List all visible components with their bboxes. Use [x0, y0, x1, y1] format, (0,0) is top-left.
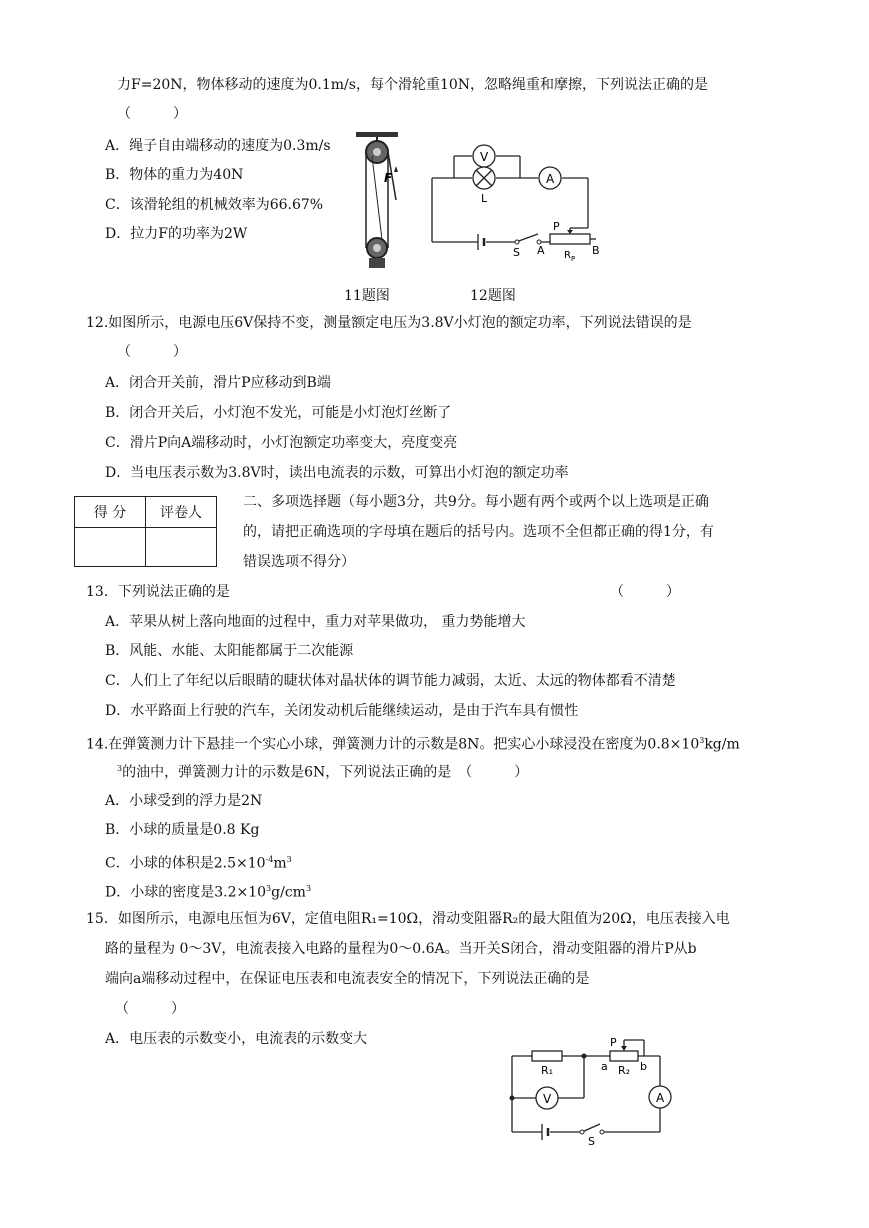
slider-p-label-15: P: [610, 1036, 617, 1049]
q14-option-a: A．小球受到的浮力是2N: [105, 793, 263, 809]
q15-answer-paren: （ ）: [115, 1001, 185, 1017]
score-cell: [75, 528, 146, 567]
q15-line2: 路的量程为 0～3V，电流表接入电路的量程为0～0.6A。当开关S闭合，滑动变阻器的滑片P从b: [105, 941, 697, 957]
q12-answer-paren: （ ）: [117, 344, 187, 360]
r2-label: R₂: [618, 1064, 631, 1077]
q11-answer-paren: （ ）: [117, 106, 187, 122]
q11-option-c: C．该滑轮组的机械效率为66.67%: [105, 197, 324, 213]
grader-header: 评卷人: [146, 497, 217, 528]
r1-label: R₁: [541, 1064, 554, 1077]
lamp-label: L: [481, 192, 488, 205]
end-a-label-15: a: [601, 1060, 608, 1073]
q11-option-a: A．绳子自由端移动的速度为0.3m/s: [105, 138, 331, 154]
q11-option-b: B．物体的重力为40N: [105, 167, 244, 183]
q14-option-d: D．小球的密度是$3.2\times 10^3g/cm^3$: [105, 884, 312, 901]
score-table: [74, 496, 217, 567]
q14-option-b: B．小球的质量是0.8 Kg: [105, 822, 260, 838]
voltmeter-label: V: [480, 150, 489, 164]
figure-12-caption: 12题图: [470, 288, 516, 304]
end-a-label: A: [537, 244, 545, 257]
circuit-figure-12: [420, 138, 620, 268]
q12-option-b: B．闭合开关后，小灯泡不发光，可能是小灯泡灯丝断了: [105, 405, 452, 421]
switch-label: S: [513, 246, 520, 259]
grader-cell: [146, 528, 217, 567]
q15-option-a: A．电压表的示数变小，电流表的示数变大: [105, 1031, 368, 1047]
q13-stem: 13．下列说法正确的是: [86, 584, 230, 600]
figure-11-caption: 11题图: [344, 288, 390, 304]
q15-line1: 15．如图所示，电源电压恒为6V，定值电阻R₁=10Ω，滑动变阻器R₂的最大阻值为20Ω，电压表接入电: [86, 911, 730, 927]
force-label-f: F: [384, 171, 393, 185]
section2-line3: 错误选项不得分）: [243, 554, 355, 570]
section2-line1: 二、多项选择题（每小题3分，共9分。每小题有两个或两个以上选项是正确: [243, 494, 709, 510]
q13-option-a: A．苹果从树上落向地面的过程中，重力对苹果做功， 重力势能增大: [105, 614, 526, 630]
end-b-label: B: [592, 244, 600, 257]
switch-label-15: S: [588, 1135, 595, 1146]
q11-stem-continued: 力F=20N，物体移动的速度为0.1m/s，每个滑轮重10N，忽略绳重和摩擦，下列说法正确的是: [117, 77, 709, 93]
pulley-figure: [350, 130, 410, 270]
slider-p-label: P: [553, 220, 560, 233]
q12-stem: 12.如图所示，电源电压6V保持不变，测量额定电压为3.8V小灯泡的额定功率，下列说法错误的是: [86, 315, 692, 331]
q12-option-c: C．滑片P向A端移动时，小灯泡额定功率变大，亮度变亮: [105, 435, 458, 451]
q13-option-c: C．人们上了年纪以后眼睛的睫状体对晶状体的调节能力减弱，太近、太远的物体都看不清楚: [105, 673, 676, 689]
end-b-label-15: b: [640, 1060, 647, 1073]
q13-answer-paren: （ ）: [610, 584, 680, 600]
q14-line1: 14.在弹簧测力计下悬挂一个实心小球，弹簧测力计的示数是8N。把实心小球浸没在密度为$0.8\times 10^3kg/m$: [86, 736, 740, 753]
q15-line3: 端向a端移动过程中，在保证电压表和电流表安全的情况下，下列说法正确的是: [105, 971, 590, 987]
circuit-figure-15: [500, 1034, 690, 1146]
section2-line2: 的，请把正确选项的字母填在题后的括号内。选项不全但都正确的得1分，有: [243, 524, 714, 540]
q14-option-c: C．小球的体积是$2.5\times 10^{-4}m^3$: [105, 855, 292, 872]
ammeter-label: A: [546, 172, 555, 186]
q12-option-a: A．闭合开关前，滑片P应移动到B端: [105, 375, 331, 391]
q14-line2: $^3$的油中，弹簧测力计的示数是6N，下列说法正确的是 （ ）: [117, 764, 529, 781]
q11-option-d: D．拉力F的功率为2W: [105, 226, 248, 242]
q12-option-d: D．当电压表示数为3.8V时，读出电流表的示数，可算出小灯泡的额定功率: [105, 465, 569, 481]
ammeter-label-15: A: [656, 1091, 665, 1105]
voltmeter-label-15: V: [543, 1092, 552, 1106]
q13-option-d: D．水平路面上行驶的汽车，关闭发动机后能继续运动，是由于汽车具有惯性: [105, 703, 579, 719]
score-header: 得 分: [75, 497, 146, 528]
q13-option-b: B．风能、水能、太阳能都属于二次能源: [105, 643, 354, 659]
rheostat-label: $R_P$: [564, 250, 576, 263]
